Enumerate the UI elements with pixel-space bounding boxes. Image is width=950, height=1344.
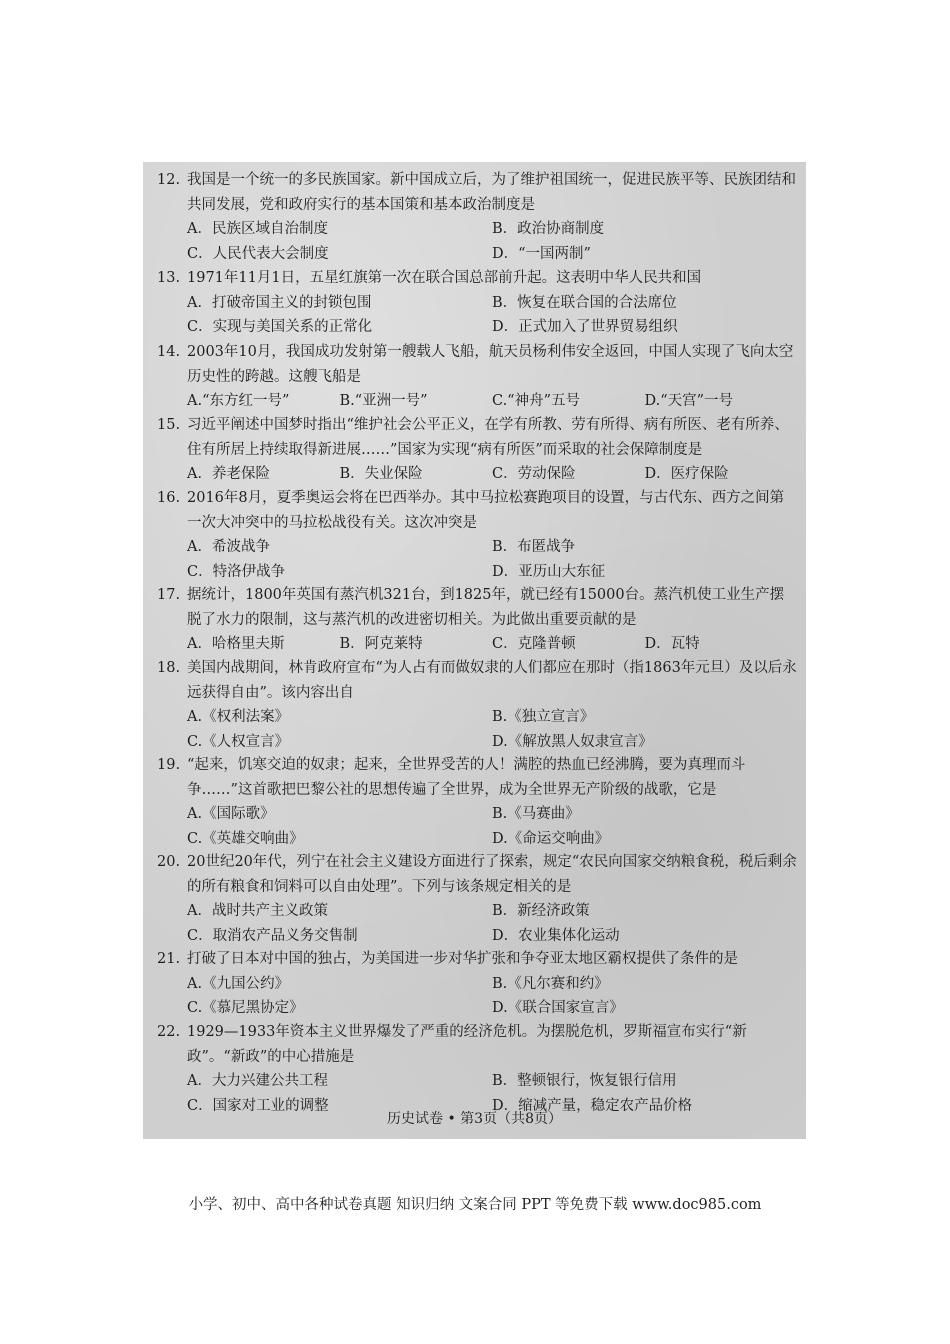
option-c: C．取消农产品义务交售制: [187, 927, 358, 944]
option-c: C．实现与美国关系的正常化: [187, 319, 373, 335]
question-number: 14.: [157, 344, 181, 360]
option-b: B．布匿战争: [492, 539, 576, 555]
option-d: D．亚历山大东征: [492, 563, 606, 580]
question-14: [157, 340, 797, 414]
option-a: A．战时共产主义政策: [187, 903, 328, 919]
option-d: D．医疗保险: [644, 466, 729, 482]
option-b: B．整顿银行，恢复银行信用: [492, 1073, 677, 1089]
question-stem: 打破了日本对中国的独占，为美国进一步对华扩张和争夺亚太地区霸权提供了条件的是: [187, 951, 738, 967]
option-b: B．恢复在联合国的合法席位: [492, 294, 677, 311]
option-d: D.“天宫”一号: [644, 393, 734, 409]
option-c: C．克隆普顿: [492, 636, 576, 652]
question-number: 16.: [157, 490, 181, 506]
question-12: [157, 168, 797, 266]
option-b: B．失业保险: [339, 466, 423, 482]
option-b: B.《独立宣言》: [492, 709, 595, 725]
option-c: C.《英雄交响曲》: [187, 830, 304, 847]
option-d: D．正式加入了世界贸易组织: [492, 319, 678, 335]
option-d: D．“一国两制”: [492, 245, 591, 262]
question-16: [157, 486, 797, 584]
option-b: B．政治协商制度: [492, 221, 605, 237]
option-c: C．国家对工业的调整: [187, 1097, 329, 1114]
question-21: [157, 947, 797, 1021]
question-stem: 我国是一个统一的多民族国家。新中国成立后，为了维护祖国统一，促进民族平等、民族团结和共同发展，党和政府实行的基本国策和基本政治制度是: [187, 172, 796, 213]
option-d: D.《解放黑人奴隶宣言》: [492, 733, 653, 750]
question-15: [157, 413, 797, 487]
option-a: A.《权利法案》: [187, 709, 290, 725]
option-a: A．民族区域自治制度: [187, 221, 328, 237]
question-number: 21.: [157, 951, 181, 967]
question-22: [157, 1020, 797, 1118]
question-20: [157, 850, 797, 948]
question-number: 20.: [157, 854, 181, 870]
option-d: D．缩减产量，稳定农产品价格: [492, 1097, 693, 1114]
scanned-exam-page: [143, 162, 806, 1139]
question-stem: 习近平阐述中国梦时指出“维护社会公平正义，在学有所教、劳有所得、病有所医、老有所养、住有所居上持续取得新进展……”国家为实现“病有所医”而采取的社会保障制度是: [187, 417, 789, 458]
question-number: 18.: [157, 660, 181, 676]
option-a: A．哈格里夫斯: [187, 636, 285, 652]
option-a: A．打破帝国主义的封锁包围: [187, 294, 372, 311]
question-stem: 据统计，1800年英国有蒸汽机321台，到1825年，就已经有15000台。蒸汽机使工业生产摆脱了水力的限制，这与蒸汽机的改进密切相关。为此做出重要贡献的是: [187, 587, 785, 628]
option-b: B.《马赛曲》: [492, 806, 580, 822]
question-number: 19.: [157, 757, 181, 773]
question-stem: 美国内战期间，林肯政府宣布“为人占有而做奴隶的人们都应在那时（指1863年元旦）及以后永远获得自由”。该内容出自: [187, 660, 797, 701]
question-stem: 1929—1933年资本主义世界爆发了严重的经济危机。为摆脱危机，罗斯福宣布实行“新政”。“新政”的中心措施是: [187, 1024, 747, 1065]
question-17: [157, 583, 797, 657]
question-number: 17.: [157, 587, 181, 603]
option-d: D.《联合国家宣言》: [492, 1000, 624, 1016]
option-b: B.《凡尔赛和约》: [492, 975, 609, 992]
option-d: D．农业集体化运动: [492, 927, 620, 944]
option-c: C．特洛伊战争: [187, 563, 286, 580]
question-stem: “起来，饥寒交迫的奴隶；起来，全世界受苦的人！满腔的热血已经沸腾，要为真理而斗争……”这首歌把巴黎公社的思想传遍了全世界，成为全世界无产阶级的战歌，它是: [187, 757, 746, 798]
option-a: A．希波战争: [187, 539, 270, 555]
option-a: A．大力兴建公共工程: [187, 1073, 328, 1089]
question-13: [157, 266, 797, 340]
option-c: C．人民代表大会制度: [187, 245, 329, 262]
option-a: A.《国际歌》: [187, 806, 275, 822]
question-stem: 2003年10月，我国成功发射第一艘载人飞船，航天员杨利伟安全返回，中国人实现了飞向太空历史性的跨越。这艘飞船是: [187, 344, 794, 385]
option-b: B．新经济政策: [492, 903, 590, 919]
question-number: 15.: [157, 417, 181, 433]
option-d: D.《命运交响曲》: [492, 830, 610, 847]
question-18: [157, 656, 797, 754]
question-stem: 2016年8月，夏季奥运会将在巴西举办。其中马拉松赛跑项目的设置，与古代东、西方之间第一次大冲突中的马拉松战役有关。这次冲突是: [187, 490, 785, 531]
option-a: A.《九国公约》: [187, 975, 290, 992]
question-number: 12.: [157, 172, 181, 188]
option-d: D．瓦特: [644, 636, 700, 652]
question-stem: 20世纪20年代，列宁在社会主义建设方面进行了探索，规定“农民向国家交纳粮食税，税后剩余的所有粮食和饲料可以自由处理”。下列与该条规定相关的是: [187, 854, 797, 895]
question-19: [157, 753, 797, 851]
page-footer: 历史试卷 • 第3页（共8页）: [387, 1111, 562, 1127]
option-c: C.《慕尼黑协定》: [187, 1000, 304, 1016]
option-c: C.“神舟”五号: [492, 393, 581, 409]
option-b: B.“亚洲一号”: [339, 393, 428, 409]
option-a: A．养老保险: [187, 466, 270, 482]
download-site-banner: 小学、初中、高中各种试卷真题 知识归纳 文案合同 PPT 等免费下载 www.doc985.com: [188, 1197, 762, 1213]
option-c: C.《人权宣言》: [187, 733, 290, 750]
question-stem: 1971年11月1日，五星红旗第一次在联合国总部前升起。这表明中华人民共和国: [187, 270, 702, 286]
option-a: A.“东方红一号”: [187, 393, 290, 409]
question-number: 22.: [157, 1024, 181, 1040]
question-number: 13.: [157, 270, 181, 286]
option-b: B．阿克莱特: [339, 636, 423, 652]
option-c: C．劳动保险: [492, 466, 576, 482]
